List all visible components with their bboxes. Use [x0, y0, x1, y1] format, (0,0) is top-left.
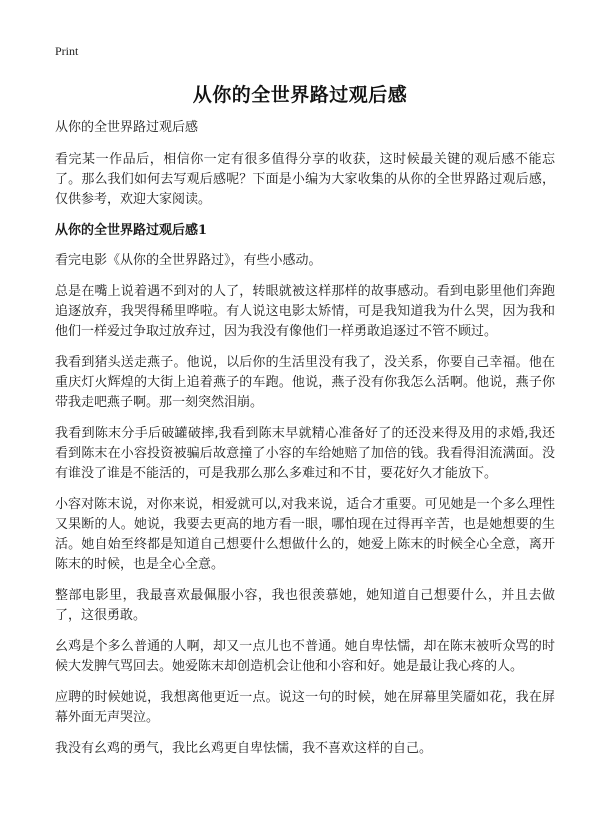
paragraph: 我没有幺鸡的勇气，我比幺鸡更自卑怯懦，我不喜欢这样的自己。 [55, 741, 433, 756]
paragraph: 总是在嘴上说着遇不到对的人了，转眼就被这样那样的故事感动。看到电影里他们奔跑追逐放弃，我哭得稀里哗啦。有人说这电影太矫情，可是我知道我为什么哭，因为我和他们一样爱过争取过放弃过，因为我没有像他们一样勇敢追逐过不管不顾过。 [55, 284, 555, 339]
article-subtitle: 从你的全世界路过观后感 [55, 120, 199, 135]
print-link[interactable]: Print [55, 44, 79, 58]
paragraph: 幺鸡是个多么普通的人啊，却又一点儿也不普通。她自卑怯懦，却在陈末被听众骂的时候大发脾气骂回去。她爱陈末却创造机会让他和小容和好。她是最让我心疼的人。 [55, 639, 555, 674]
paragraph: 应聘的时候她说，我想离他更近一点。说这一句的时候，她在屏幕里笑靥如花，我在屏幕外面无声哭泣。 [55, 690, 555, 725]
paragraph: 小容对陈末说，对你来说，相爱就可以,对我来说，适合才重要。可见她是一个多么理性又果断的人。她说，我要去更高的地方看一眼，哪怕现在过得再辛苦，也是她想要的生活。她自始至终都是知道自己想要什么想做什么的，她爱上陈末的时候全心全意，离开陈末的时候，也是全心全意。 [55, 497, 555, 572]
paragraph: 我看到猪头送走燕子。他说，以后你的生活里没有我了，没关系，你要自己幸福。他在重庆灯火辉煌的大街上追着燕子的车跑。他说，燕子没有你我怎么活啊。他说，燕子你带我走吧燕子啊。那一刻突然泪崩。 [55, 355, 555, 410]
article-body [55, 118, 555, 770]
paragraph: 整部电影里，我最喜欢最佩服小容，我也很羡慕她，她知道自己想要什么，并且去做了，这很勇敢。 [55, 588, 555, 623]
page-title: 从你的全世界路过观后感 [192, 84, 408, 106]
section-heading: 从你的全世界路过观后感1 [55, 223, 208, 238]
paragraph: 看完电影《从你的全世界路过》，有些小感动。 [55, 253, 322, 268]
paragraph: 我看到陈末分手后破罐破摔,我看到陈末早就精心准备好了的还没来得及用的求婚,我还看到陈末在小容投资被骗后故意撞了小容的车给她赔了加倍的钱。我看得泪流满面。没有谁没了谁是不能活的，可是我那么那么多难过和不甘，要花好久才能放下。 [55, 426, 555, 481]
intro-paragraph: 看完某一作品后，相信你一定有很多值得分享的收获，这时候最关键的观后感不能忘了。那么我们如何去写观后感呢？下面是小编为大家收集的从你的全世界路过观后感，仅供参考，欢迎大家阅读。 [55, 152, 555, 207]
